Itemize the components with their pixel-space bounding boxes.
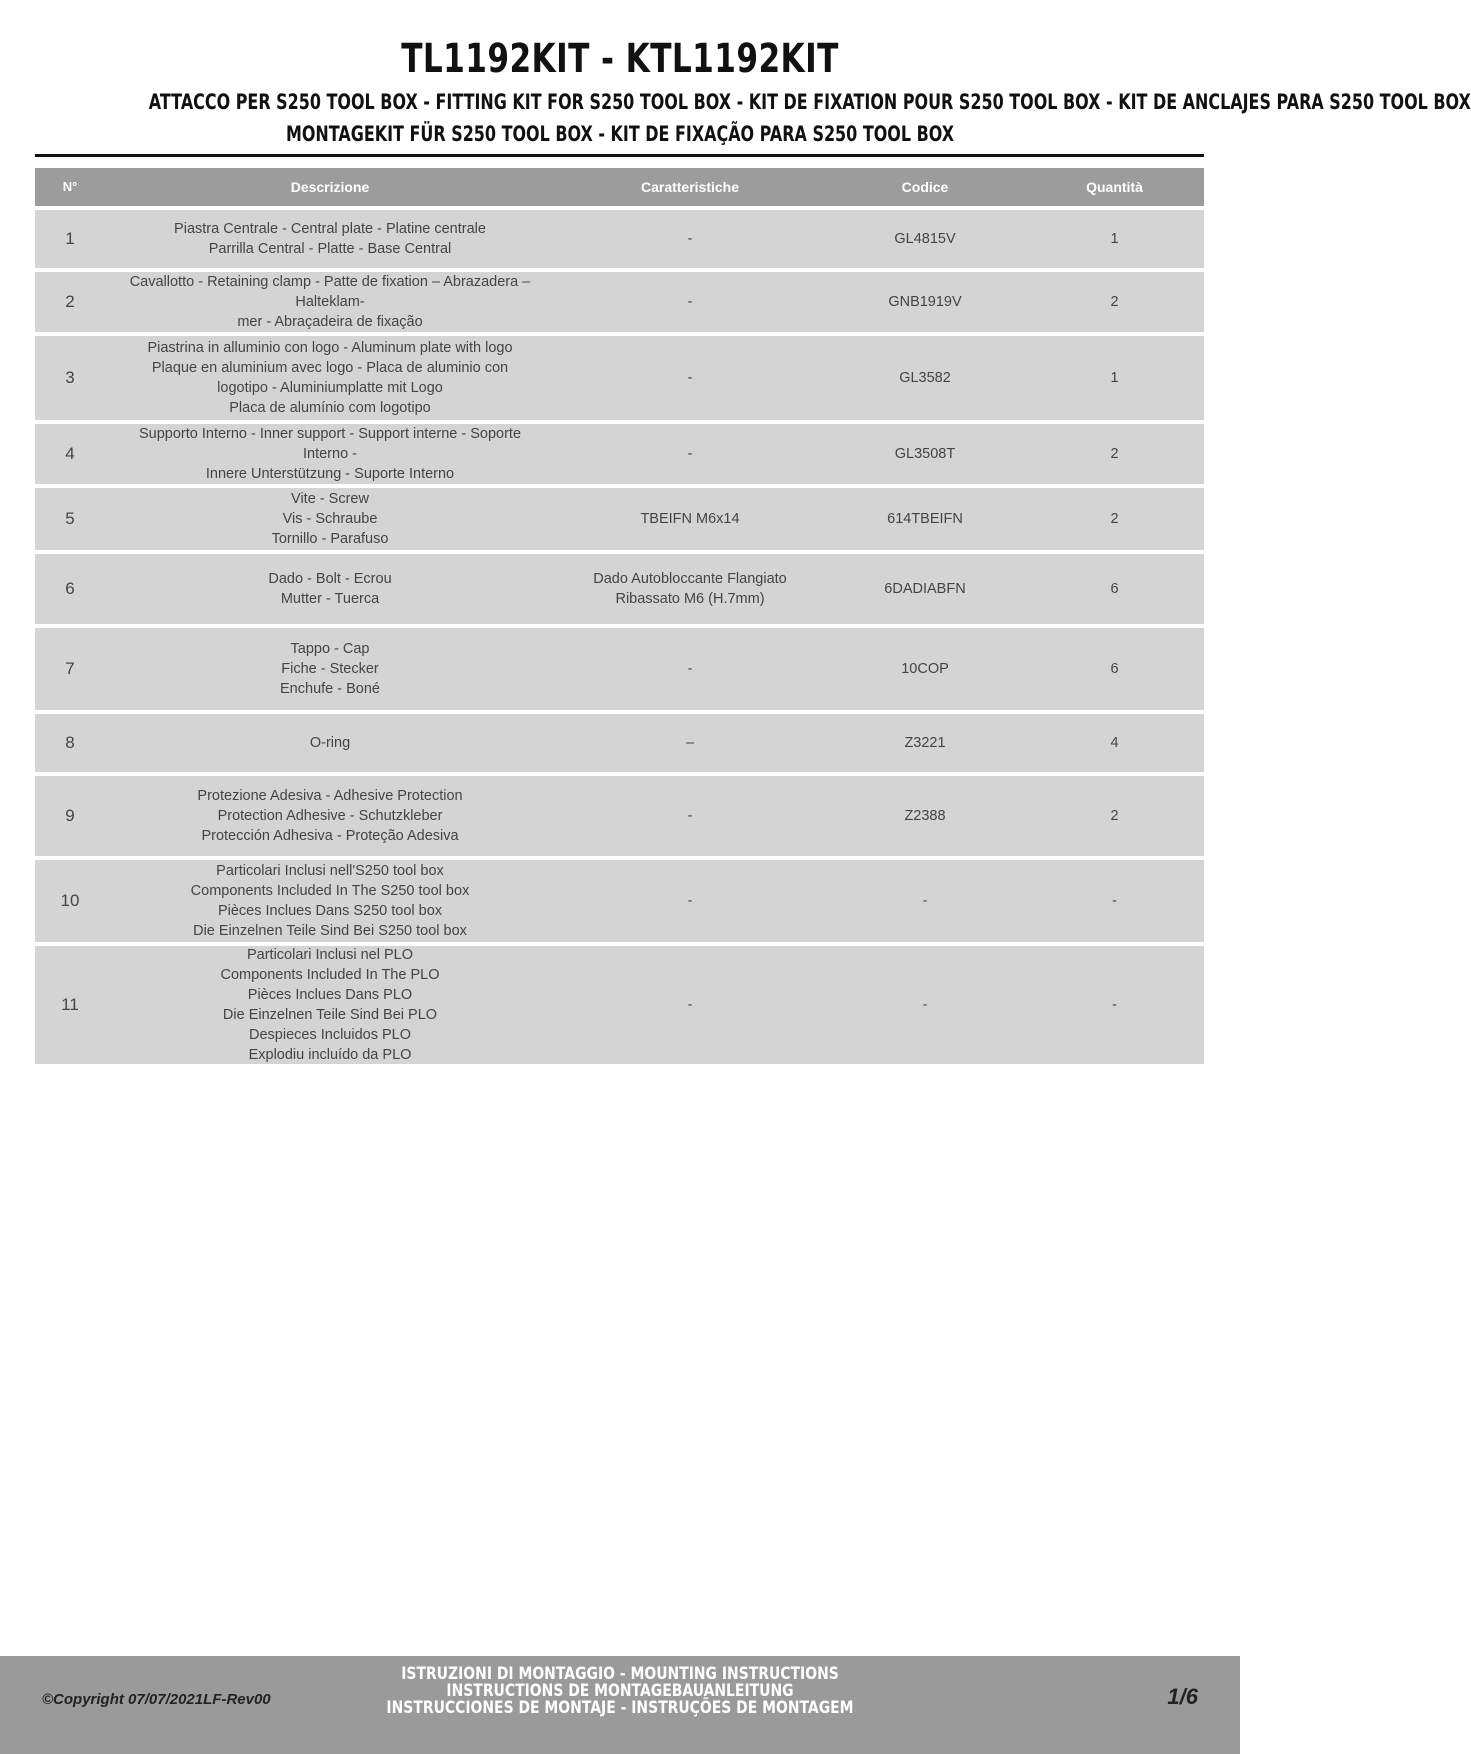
- characteristics-line: Ribassato M6 (H.7mm): [615, 591, 765, 607]
- characteristics-line: –: [685, 735, 695, 751]
- row-number: 3: [65, 368, 75, 387]
- description-line: Die Einzelnen Teile Sind Bei S250 tool box: [193, 923, 467, 939]
- description-line: Parrilla Central - Platte - Base Central: [208, 241, 452, 257]
- row-code: 614TBEIFN: [887, 511, 963, 527]
- row-description: [105, 489, 555, 549]
- characteristics-line: TBEIFN M6x14: [640, 511, 740, 527]
- footer-line2: INSTRUCTIONS DE MONTAGEBAUANLEITUNG: [446, 1681, 794, 1701]
- row-code: GL4815V: [894, 231, 956, 247]
- description-line: Tappo - Cap: [290, 641, 370, 657]
- characteristics-line: Dado Autobloccante Flangiato: [593, 571, 787, 587]
- table-row: [35, 776, 1204, 856]
- row-quantity: 2: [1110, 808, 1119, 824]
- description-line: Dado - Bolt - Ecrou: [268, 571, 392, 587]
- characteristics-line: -: [687, 370, 693, 386]
- description-line: Components Included In The PLO: [220, 967, 440, 983]
- row-number: 5: [65, 509, 75, 528]
- description-line: Despieces Incluidos PLO: [249, 1027, 411, 1043]
- row-quantity: -: [1112, 997, 1117, 1013]
- row-quantity: 2: [1110, 446, 1119, 462]
- document-title: TL1192KIT - KTL1192KIT: [401, 36, 839, 82]
- description-line: Protection Adhesive - Schutzkleber: [217, 808, 443, 824]
- document-subtitle-line1: ATTACCO PER S250 TOOL BOX - FITTING KIT FOR S250 TOOL BOX - KIT DE FIXATION POUR S250 TOOL BOX - KIT DE ANCLAJES PARA S250 TOOL BOX: [148, 90, 1471, 114]
- header-code: Codice: [901, 179, 949, 195]
- description-line: Tornillo - Parafuso: [271, 531, 389, 547]
- row-quantity: 2: [1110, 294, 1119, 310]
- header-number: N°: [62, 179, 78, 194]
- description-line: logotipo - Aluminiumplatte mit Logo: [217, 380, 443, 396]
- description-line: Pièces Inclues Dans PLO: [247, 987, 413, 1003]
- table-row: [35, 336, 1204, 420]
- row-number: 1: [65, 229, 75, 248]
- row-characteristics: [555, 368, 825, 388]
- row-quantity: 6: [1110, 661, 1119, 677]
- description-line: Die Einzelnen Teile Sind Bei PLO: [222, 1007, 438, 1023]
- table-row: [35, 272, 1204, 332]
- description-line: O-ring: [309, 735, 351, 751]
- description-line: Vite - Screw: [291, 491, 369, 507]
- footer-line1: ISTRUZIONI DI MONTAGGIO - MOUNTING INSTRUCTIONS: [401, 1664, 839, 1684]
- row-characteristics: [555, 995, 825, 1015]
- description-line: Plaque en aluminium avec logo - Placa de aluminio con: [151, 360, 509, 376]
- description-line: Vis - Schraube: [282, 511, 378, 527]
- characteristics-line: -: [687, 893, 693, 909]
- row-number: 10: [60, 891, 80, 910]
- row-characteristics: [555, 509, 825, 529]
- header-characteristics: Caratteristiche: [640, 179, 740, 195]
- row-code: -: [922, 893, 928, 909]
- table-body: [35, 210, 1204, 1064]
- table-row: [35, 628, 1204, 710]
- characteristics-line: -: [687, 661, 693, 677]
- table-row: [35, 424, 1204, 484]
- row-quantity: 6: [1110, 581, 1119, 597]
- row-quantity: 4: [1110, 735, 1119, 751]
- parts-table: [35, 168, 1204, 1068]
- row-code: Z2388: [904, 808, 946, 824]
- table-row: [35, 488, 1204, 550]
- table-row: [35, 210, 1204, 268]
- row-code: GL3582: [899, 370, 951, 386]
- description-line: Particolari Inclusi nell'S250 tool box: [216, 863, 444, 879]
- row-number: 9: [65, 806, 75, 825]
- description-line: Mutter - Tuerca: [280, 591, 380, 607]
- row-description: [105, 219, 555, 259]
- row-quantity: -: [1112, 893, 1117, 909]
- row-characteristics: [555, 444, 825, 464]
- table-header-row: [35, 168, 1204, 206]
- description-line: Supporto Interno - Inner support - Support interne - Soporte Interno -: [138, 426, 522, 462]
- row-description: [105, 272, 555, 332]
- row-description: [105, 424, 555, 484]
- row-quantity: 1: [1110, 370, 1119, 386]
- description-line: Placa de alumínio com logotipo: [229, 400, 431, 416]
- row-characteristics: [555, 292, 825, 312]
- row-number: 8: [65, 733, 75, 752]
- table-row: [35, 946, 1204, 1064]
- description-line: Fiche - Stecker: [281, 661, 379, 677]
- row-code: 6DADIABFN: [884, 581, 966, 597]
- row-description: [105, 786, 555, 846]
- row-description: [105, 639, 555, 699]
- description-line: Pièces Inclues Dans S250 tool box: [217, 903, 443, 919]
- description-line: Piastra Centrale - Central plate - Platine centrale: [174, 221, 486, 237]
- table-row: [35, 714, 1204, 772]
- row-code: GL3508T: [894, 446, 956, 462]
- row-code: Z3221: [904, 735, 946, 751]
- title-rule: [35, 154, 1204, 157]
- row-description: [105, 338, 555, 418]
- row-characteristics: [555, 229, 825, 249]
- description-line: Protezione Adesiva - Adhesive Protection: [197, 788, 463, 804]
- row-number: 6: [65, 579, 75, 598]
- row-characteristics: [555, 806, 825, 826]
- description-line: Innere Unterstützung - Suporte Interno: [205, 466, 455, 482]
- header-description: Descrizione: [290, 179, 370, 195]
- description-line: Enchufe - Boné: [280, 681, 380, 697]
- row-description: [105, 733, 555, 753]
- row-number: 4: [65, 444, 75, 463]
- description-line: Piastrina in alluminio con logo - Aluminum plate with logo: [147, 340, 513, 356]
- description-line: Particolari Inclusi nel PLO: [246, 947, 413, 963]
- row-description: [105, 861, 555, 941]
- description-line: Cavallotto - Retaining clamp - Patte de fixation – Abrazadera – Halteklam-: [129, 274, 531, 310]
- characteristics-line: -: [687, 294, 693, 310]
- row-characteristics: [555, 659, 825, 679]
- characteristics-line: -: [687, 231, 693, 247]
- table-row: [35, 860, 1204, 942]
- copyright-text: ©Copyright 07/07/2021LF-Rev00: [42, 1691, 271, 1708]
- characteristics-line: -: [687, 446, 693, 462]
- row-quantity: 1: [1110, 231, 1119, 247]
- row-description: [105, 945, 555, 1065]
- row-number: 11: [61, 995, 79, 1014]
- row-quantity: 2: [1110, 511, 1119, 527]
- description-line: mer - Abraçadeira de fixação: [237, 314, 423, 330]
- row-characteristics: [555, 891, 825, 911]
- row-characteristics: [555, 733, 825, 753]
- row-number: 7: [65, 659, 75, 678]
- description-line: Components Included In The S250 tool box: [190, 883, 470, 899]
- document-subtitle-line2: MONTAGEKIT FÜR S250 TOOL BOX - KIT DE FIXAÇÃO PARA S250 TOOL BOX: [285, 122, 955, 146]
- footer-line3: INSTRUCCIONES DE MONTAJE - INSTRUÇÕES DE MONTAGEM: [386, 1698, 854, 1718]
- characteristics-line: -: [687, 808, 693, 824]
- row-number: 2: [65, 292, 75, 311]
- row-code: -: [922, 997, 928, 1013]
- row-code: 10COP: [901, 661, 949, 677]
- row-description: [105, 569, 555, 609]
- header-quantity: Quantità: [1086, 179, 1143, 195]
- row-characteristics: [555, 569, 825, 609]
- page-number: 1/6: [1167, 1684, 1198, 1709]
- description-line: Explodiu incluído da PLO: [248, 1047, 412, 1063]
- row-code: GNB1919V: [888, 294, 962, 310]
- table-row: [35, 554, 1204, 624]
- characteristics-line: -: [687, 997, 693, 1013]
- description-line: Protección Adhesiva - Proteção Adesiva: [201, 828, 459, 844]
